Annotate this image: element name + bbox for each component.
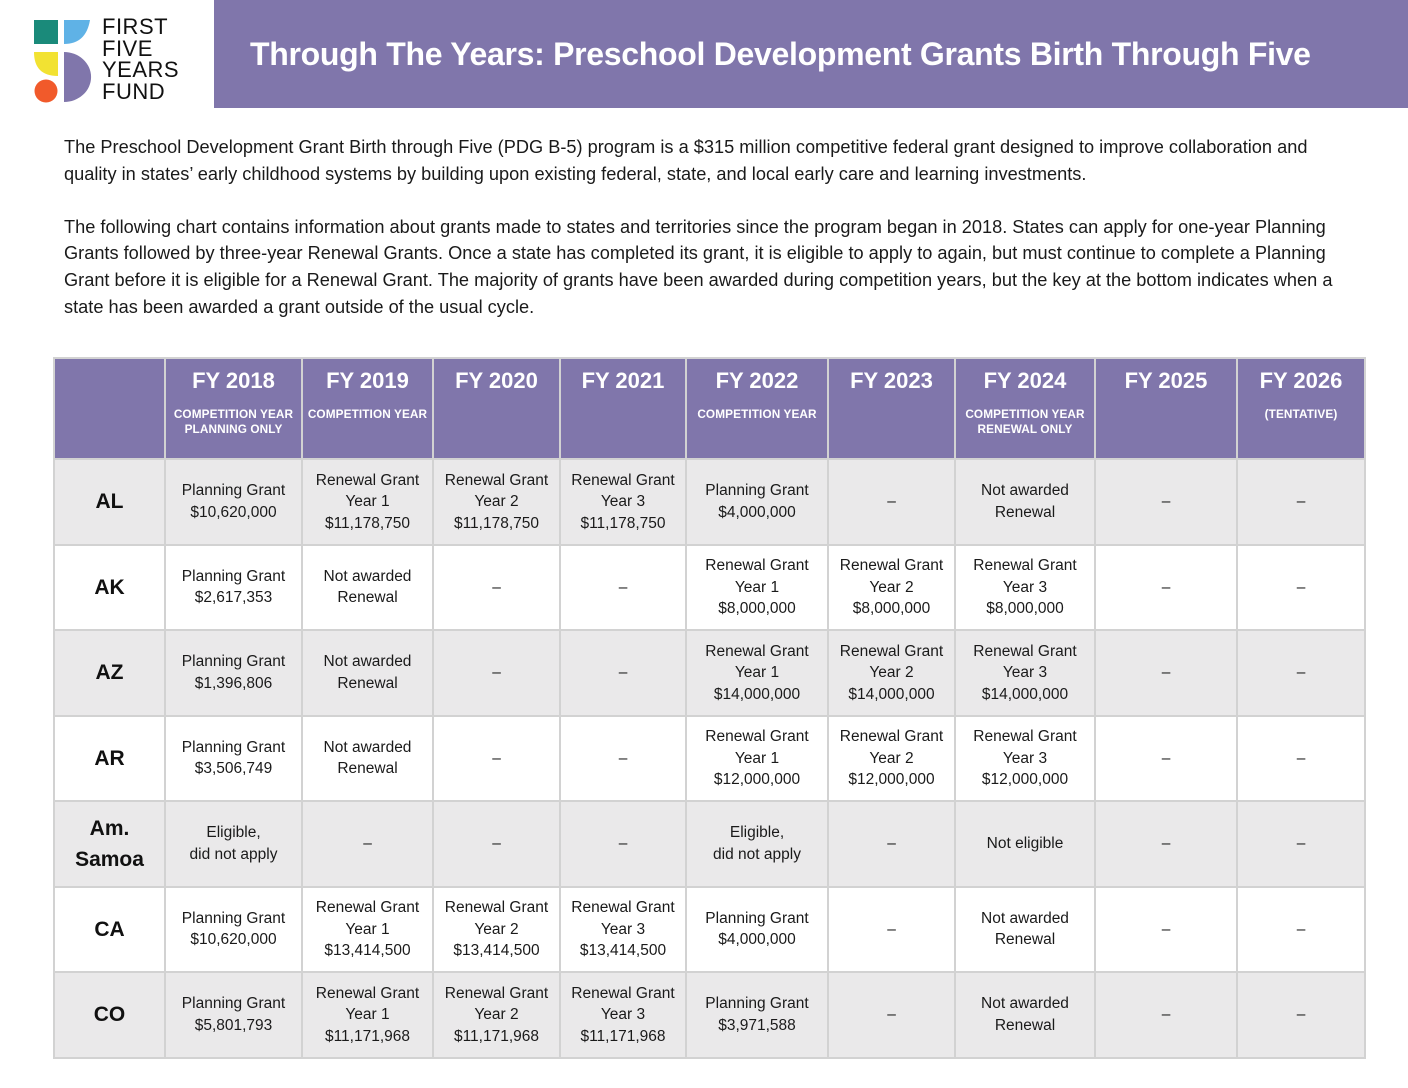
grant-cell-line: $14,000,000	[713, 685, 801, 703]
grant-cell-line: Not eligible	[986, 835, 1064, 852]
grant-cell-line: –	[1161, 835, 1171, 852]
grant-cell-line: –	[618, 835, 628, 852]
header-bar	[214, 0, 1408, 108]
grant-cell	[828, 716, 955, 802]
grant-cell-line: Renewal Grant	[705, 642, 809, 660]
grant-cell-line: Planning Grant	[705, 995, 809, 1013]
grant-cell-line: Renewal Grant	[839, 728, 944, 745]
grant-cell-line: $11,178,750	[453, 514, 540, 532]
grant-cell-line: Year 1	[345, 1006, 390, 1023]
grant-cell-line: –	[363, 835, 372, 852]
logo-line: YEARS	[102, 57, 180, 82]
grant-cell-line: Planning Grant	[705, 482, 809, 500]
state-label: Samoa	[75, 847, 144, 871]
grant-cell-line: –	[492, 835, 501, 852]
grant-cell-line: $2,617,353	[194, 589, 273, 607]
state-cell	[54, 716, 165, 802]
grant-cell-line: $11,178,750	[324, 514, 411, 532]
grant-cell-line: Renewal Grant	[315, 899, 420, 916]
grant-cell-line: $11,171,968	[453, 1027, 540, 1045]
table-body	[54, 459, 1365, 1058]
grant-cell-line: Renewal	[994, 931, 1056, 949]
grant-cell	[686, 459, 828, 545]
grant-cell-line: $13,414,500	[579, 942, 667, 959]
grant-cell	[433, 630, 560, 716]
grant-cell-line: –	[492, 749, 501, 767]
grant-cell	[560, 716, 686, 802]
grant-cell-line: Year 3	[600, 493, 646, 510]
fiscal-year-label: FY 2020	[455, 368, 538, 393]
grant-cell-line: $12,000,000	[848, 771, 935, 788]
grant-cell-line: Renewal	[337, 674, 398, 692]
fiscal-year-note-line: (TENTATIVE)	[1264, 407, 1338, 421]
grant-cell-line: Year 2	[869, 749, 914, 767]
column-header	[433, 358, 560, 459]
logo-line: FIRST	[102, 14, 169, 39]
grant-cell-line: did not apply	[713, 845, 801, 863]
table-row	[54, 801, 1365, 887]
grant-cell-line: $5,801,793	[194, 1016, 273, 1034]
grant-cell-line: Renewal	[994, 1016, 1056, 1034]
grant-cell	[302, 801, 433, 887]
grant-cell-line: $8,000,000	[718, 600, 796, 617]
grants-table	[53, 357, 1366, 1059]
grant-cell	[686, 972, 828, 1058]
grant-cell	[686, 630, 828, 716]
fiscal-year-note-line: COMPETITION YEAR	[697, 407, 817, 421]
grant-cell	[1237, 801, 1365, 887]
grant-cell	[433, 801, 560, 887]
grant-cell-line: Not awarded	[323, 738, 412, 756]
grant-cell	[955, 630, 1095, 716]
grant-cell-line: Year 3	[600, 920, 646, 938]
grant-cell	[560, 459, 686, 545]
grant-cell-line: –	[887, 835, 896, 852]
grant-cell-line: Planning Grant	[705, 909, 809, 927]
fiscal-year-note	[687, 407, 827, 422]
corner-cell	[54, 358, 165, 459]
grant-cell-line: Renewal Grant	[315, 471, 420, 489]
grant-cell	[433, 887, 560, 973]
fiscal-year-label: FY 2026	[1259, 368, 1343, 393]
grant-cell	[165, 972, 302, 1058]
logo-purple-half-circle	[64, 52, 91, 102]
grant-cell-line: Not awarded	[981, 995, 1069, 1013]
column-header	[560, 358, 686, 459]
grant-cell-line: Renewal	[337, 760, 398, 778]
grant-cell	[955, 801, 1095, 887]
state-cell	[54, 630, 165, 716]
grant-cell	[955, 459, 1095, 545]
grant-cell-line: Year 2	[869, 664, 914, 681]
grant-cell-line: Renewal Grant	[705, 557, 809, 574]
logo-orange-circle	[35, 80, 58, 103]
grant-cell-line: –	[1296, 664, 1306, 681]
grant-cell-line: Renewal	[337, 589, 398, 607]
grant-cell-line: $8,000,000	[852, 600, 931, 617]
grant-cell-line: Not awarded	[981, 482, 1069, 500]
grant-cell	[1237, 887, 1365, 973]
grant-cell-line: Year 2	[474, 1006, 519, 1023]
grant-cell-line: Not awarded	[981, 909, 1069, 927]
column-header	[1237, 358, 1365, 459]
state-label: AK	[94, 575, 125, 599]
grant-cell-line: –	[887, 1006, 896, 1023]
grant-cell	[686, 545, 828, 631]
state-label: CA	[94, 917, 125, 941]
grant-cell	[955, 716, 1095, 802]
fiscal-year-label: FY 2019	[326, 368, 409, 393]
grant-cell	[1095, 972, 1237, 1058]
grant-cell-line: Year 3	[1002, 578, 1048, 596]
table-header	[54, 358, 1365, 459]
grant-cell-line: –	[1161, 920, 1171, 938]
state-label: Am.	[89, 816, 130, 840]
grant-cell	[828, 545, 955, 631]
grant-cell-line: Renewal Grant	[973, 642, 1077, 660]
grant-cell	[165, 630, 302, 716]
grant-cell-line: Renewal Grant	[444, 899, 549, 916]
grant-cell	[828, 887, 955, 973]
fiscal-year-note-line: COMPETITION YEAR	[965, 407, 1085, 421]
grant-cell-line: –	[887, 493, 896, 510]
grant-cell-line: Renewal Grant	[315, 984, 420, 1002]
fiscal-year-label: FY 2025	[1124, 368, 1208, 393]
grant-cell	[955, 972, 1095, 1058]
grant-cell-line: –	[1161, 1006, 1171, 1023]
grant-cell-line: Year 1	[734, 749, 780, 767]
table-header-row	[54, 358, 1365, 459]
grant-cell-line: Renewal Grant	[973, 557, 1077, 574]
table-row	[54, 972, 1365, 1058]
grant-cell-line: $13,414,500	[453, 942, 540, 959]
grant-cell-line: Renewal Grant	[705, 728, 809, 745]
grant-cell-line: Planning Grant	[181, 995, 286, 1013]
grant-cell	[165, 545, 302, 631]
grant-cell	[433, 716, 560, 802]
state-cell	[54, 972, 165, 1058]
state-label: CO	[93, 1003, 126, 1027]
grant-cell	[302, 545, 433, 631]
grant-cell	[828, 459, 955, 545]
grant-cell-line: $13,414,500	[324, 942, 411, 959]
grant-cell-line: $8,000,000	[986, 600, 1064, 617]
grant-cell-line: –	[1296, 1006, 1306, 1023]
grant-cell-line: –	[1296, 578, 1306, 596]
grant-cell-line: Year 2	[474, 493, 519, 510]
column-header	[686, 358, 828, 459]
state-cell	[54, 801, 165, 887]
grant-cell	[302, 630, 433, 716]
grant-cell-line: Year 3	[600, 1006, 646, 1023]
table-row	[54, 545, 1365, 631]
grant-cell	[560, 887, 686, 973]
grant-cell	[302, 459, 433, 545]
column-header	[165, 358, 302, 459]
grant-cell	[433, 545, 560, 631]
grant-cell-line: Renewal Grant	[571, 899, 675, 916]
column-header	[955, 358, 1095, 459]
grant-cell	[433, 459, 560, 545]
grant-cell-line: $14,000,000	[981, 685, 1069, 703]
state-cell	[54, 887, 165, 973]
grant-cell-line: Planning Grant	[181, 567, 286, 585]
grant-cell	[828, 630, 955, 716]
fiscal-year-label: FY 2018	[192, 368, 275, 393]
fiscal-year-label: FY 2022	[715, 368, 799, 393]
fiscal-year-label: FY 2023	[850, 368, 933, 393]
grant-cell-line: Year 1	[345, 920, 390, 938]
grant-cell	[955, 545, 1095, 631]
grant-cell	[1237, 630, 1365, 716]
grant-cell	[560, 801, 686, 887]
grant-cell-line: –	[492, 664, 501, 681]
grant-cell	[1237, 716, 1365, 802]
fiscal-year-note	[1238, 407, 1364, 422]
grant-cell-line: Planning Grant	[181, 738, 286, 756]
grant-cell-line: $3,506,749	[194, 760, 273, 778]
grant-cell-line: –	[887, 920, 896, 938]
grant-cell	[686, 716, 828, 802]
grant-cell-line: –	[1161, 664, 1171, 681]
table-row	[54, 459, 1365, 545]
grant-cell	[165, 887, 302, 973]
grant-cell-line: Renewal Grant	[839, 642, 944, 660]
grant-cell	[1237, 545, 1365, 631]
grant-cell-line: $11,171,968	[580, 1027, 666, 1045]
state-label: AZ	[95, 661, 124, 685]
fiscal-year-note-line: COMPETITION YEAR	[173, 407, 294, 421]
logo-mark-icon	[34, 18, 94, 104]
fiscal-year-note-line: PLANNING ONLY	[184, 422, 283, 436]
grant-cell-line: $11,171,968	[324, 1027, 411, 1045]
grant-cell-line: –	[1296, 749, 1306, 767]
fiscal-year-label: FY 2024	[983, 368, 1067, 393]
logo-wordmark	[102, 16, 179, 102]
grant-cell-line: did not apply	[189, 845, 278, 863]
grant-cell	[1095, 801, 1237, 887]
grant-cell	[955, 887, 1095, 973]
state-label: AR	[94, 746, 125, 770]
grant-cell-line: $4,000,000	[718, 931, 796, 949]
grant-cell	[828, 801, 955, 887]
grant-cell-line: Not awarded	[323, 567, 412, 585]
grant-cell-line: $12,000,000	[713, 771, 801, 788]
grant-cell	[560, 630, 686, 716]
grant-cell-line: Renewal	[994, 503, 1056, 521]
grant-cell	[433, 972, 560, 1058]
fiscal-year-note-line: RENEWAL ONLY	[977, 422, 1073, 436]
column-header	[828, 358, 955, 459]
grant-cell-line: Year 1	[734, 578, 780, 596]
grant-cell	[1095, 630, 1237, 716]
grant-cell	[302, 972, 433, 1058]
fiscal-year-note-line: COMPETITION YEAR	[307, 407, 428, 421]
grant-cell-line: –	[1161, 578, 1171, 596]
fiscal-year-note	[303, 407, 432, 422]
grant-cell	[560, 972, 686, 1058]
grant-cell-line: $10,620,000	[190, 503, 277, 521]
grant-cell	[560, 545, 686, 631]
grant-cell	[165, 801, 302, 887]
grant-cell-line: $12,000,000	[981, 771, 1069, 788]
grant-cell	[165, 459, 302, 545]
grant-cell-line: –	[618, 578, 628, 596]
grant-cell	[1095, 545, 1237, 631]
grant-cell-line: Renewal Grant	[973, 728, 1077, 745]
grant-cell	[1095, 887, 1237, 973]
logo-line: FUND	[102, 78, 166, 104]
grant-cell	[302, 887, 433, 973]
grant-cell-line: $11,178,750	[580, 514, 666, 532]
grant-cell-line: –	[492, 578, 501, 596]
intro-text	[64, 134, 1354, 320]
grant-cell-line: Renewal Grant	[571, 984, 675, 1002]
grant-cell	[828, 972, 955, 1058]
grant-cell-line: Year 3	[1002, 664, 1048, 681]
state-cell	[54, 459, 165, 545]
grant-cell-line: Not awarded	[323, 653, 412, 671]
logo	[0, 0, 214, 108]
grant-cell-line: Year 2	[474, 920, 519, 938]
grant-cell	[302, 716, 433, 802]
grant-cell-line: Planning Grant	[181, 482, 286, 500]
grant-cell-line: $4,000,000	[718, 503, 796, 521]
grant-cell-line: Year 1	[734, 664, 780, 681]
fiscal-year-note	[166, 407, 301, 437]
grant-cell	[1237, 459, 1365, 545]
grant-cell-line: –	[1161, 493, 1171, 510]
column-header	[1095, 358, 1237, 459]
table-row	[54, 630, 1365, 716]
logo-teal-square	[34, 20, 58, 44]
table-row	[54, 716, 1365, 802]
grant-cell-line: –	[618, 664, 628, 681]
grant-cell-line: Planning Grant	[181, 653, 286, 671]
grant-cell	[686, 887, 828, 973]
grant-cell-line: $14,000,000	[848, 685, 935, 703]
grant-cell-line: Eligible,	[729, 824, 785, 842]
grant-cell	[1095, 459, 1237, 545]
grant-cell-line: Renewal Grant	[444, 984, 549, 1002]
grant-cell	[165, 716, 302, 802]
grant-cell-line: Year 2	[869, 578, 914, 596]
grant-cell-line: $10,620,000	[190, 931, 277, 949]
intro-paragraph: The Preschool Development Grant Birth through Five (PDG B-5) program is a $315 million competitive federal grant designed to improve collaboration and quality in states’ early childhood systems by building upon existing federal, state, and local early care and learning investments.	[64, 137, 1308, 184]
logo-blue-shape	[64, 20, 90, 44]
grant-cell	[686, 801, 828, 887]
state-cell	[54, 545, 165, 631]
grant-cell-line: Renewal Grant	[444, 471, 549, 489]
grant-cell-line: Eligible,	[206, 824, 261, 842]
logo-yellow-leaf	[34, 52, 58, 76]
fiscal-year-label: FY 2021	[581, 368, 665, 393]
intro-paragraph: The following chart contains information about grants made to states and territories since the program began in 2018. States can apply for one-year Planning Grants followed by three-year Renewal Grants. Once a state has completed its grant, it is eligible to apply to again, but must continue to complete a Planning Grant before it is eligible for a Renewal Grant. The majority of grants have been awarded during competition years, but the key at the bottom indicates when a state has been awarded a grant outside of the usual cycle.	[64, 216, 1333, 317]
grant-cell-line: Year 3	[1002, 749, 1048, 767]
page-title: Through The Years: Preschool Development Grants Birth Through Five	[250, 35, 1311, 72]
logo-line: FIVE	[102, 35, 153, 61]
grant-cell-line: –	[1296, 493, 1306, 510]
grant-cell-line: Planning Grant	[181, 909, 286, 927]
grant-cell-line: Renewal Grant	[839, 557, 944, 574]
grant-cell-line: $1,396,806	[194, 674, 273, 692]
grant-cell-line: –	[618, 749, 628, 767]
grant-cell-line: –	[1296, 920, 1306, 938]
column-header	[302, 358, 433, 459]
fiscal-year-note	[956, 407, 1094, 437]
table-row	[54, 887, 1365, 973]
grant-cell	[1237, 972, 1365, 1058]
state-label: AL	[95, 490, 124, 514]
grant-cell-line: –	[1296, 835, 1306, 852]
grant-cell-line: Year 1	[345, 493, 390, 510]
grant-cell-line: Renewal Grant	[571, 471, 675, 489]
grant-cell-line: $3,971,588	[718, 1016, 796, 1034]
grant-cell-line: –	[1161, 749, 1171, 767]
grant-cell	[1095, 716, 1237, 802]
